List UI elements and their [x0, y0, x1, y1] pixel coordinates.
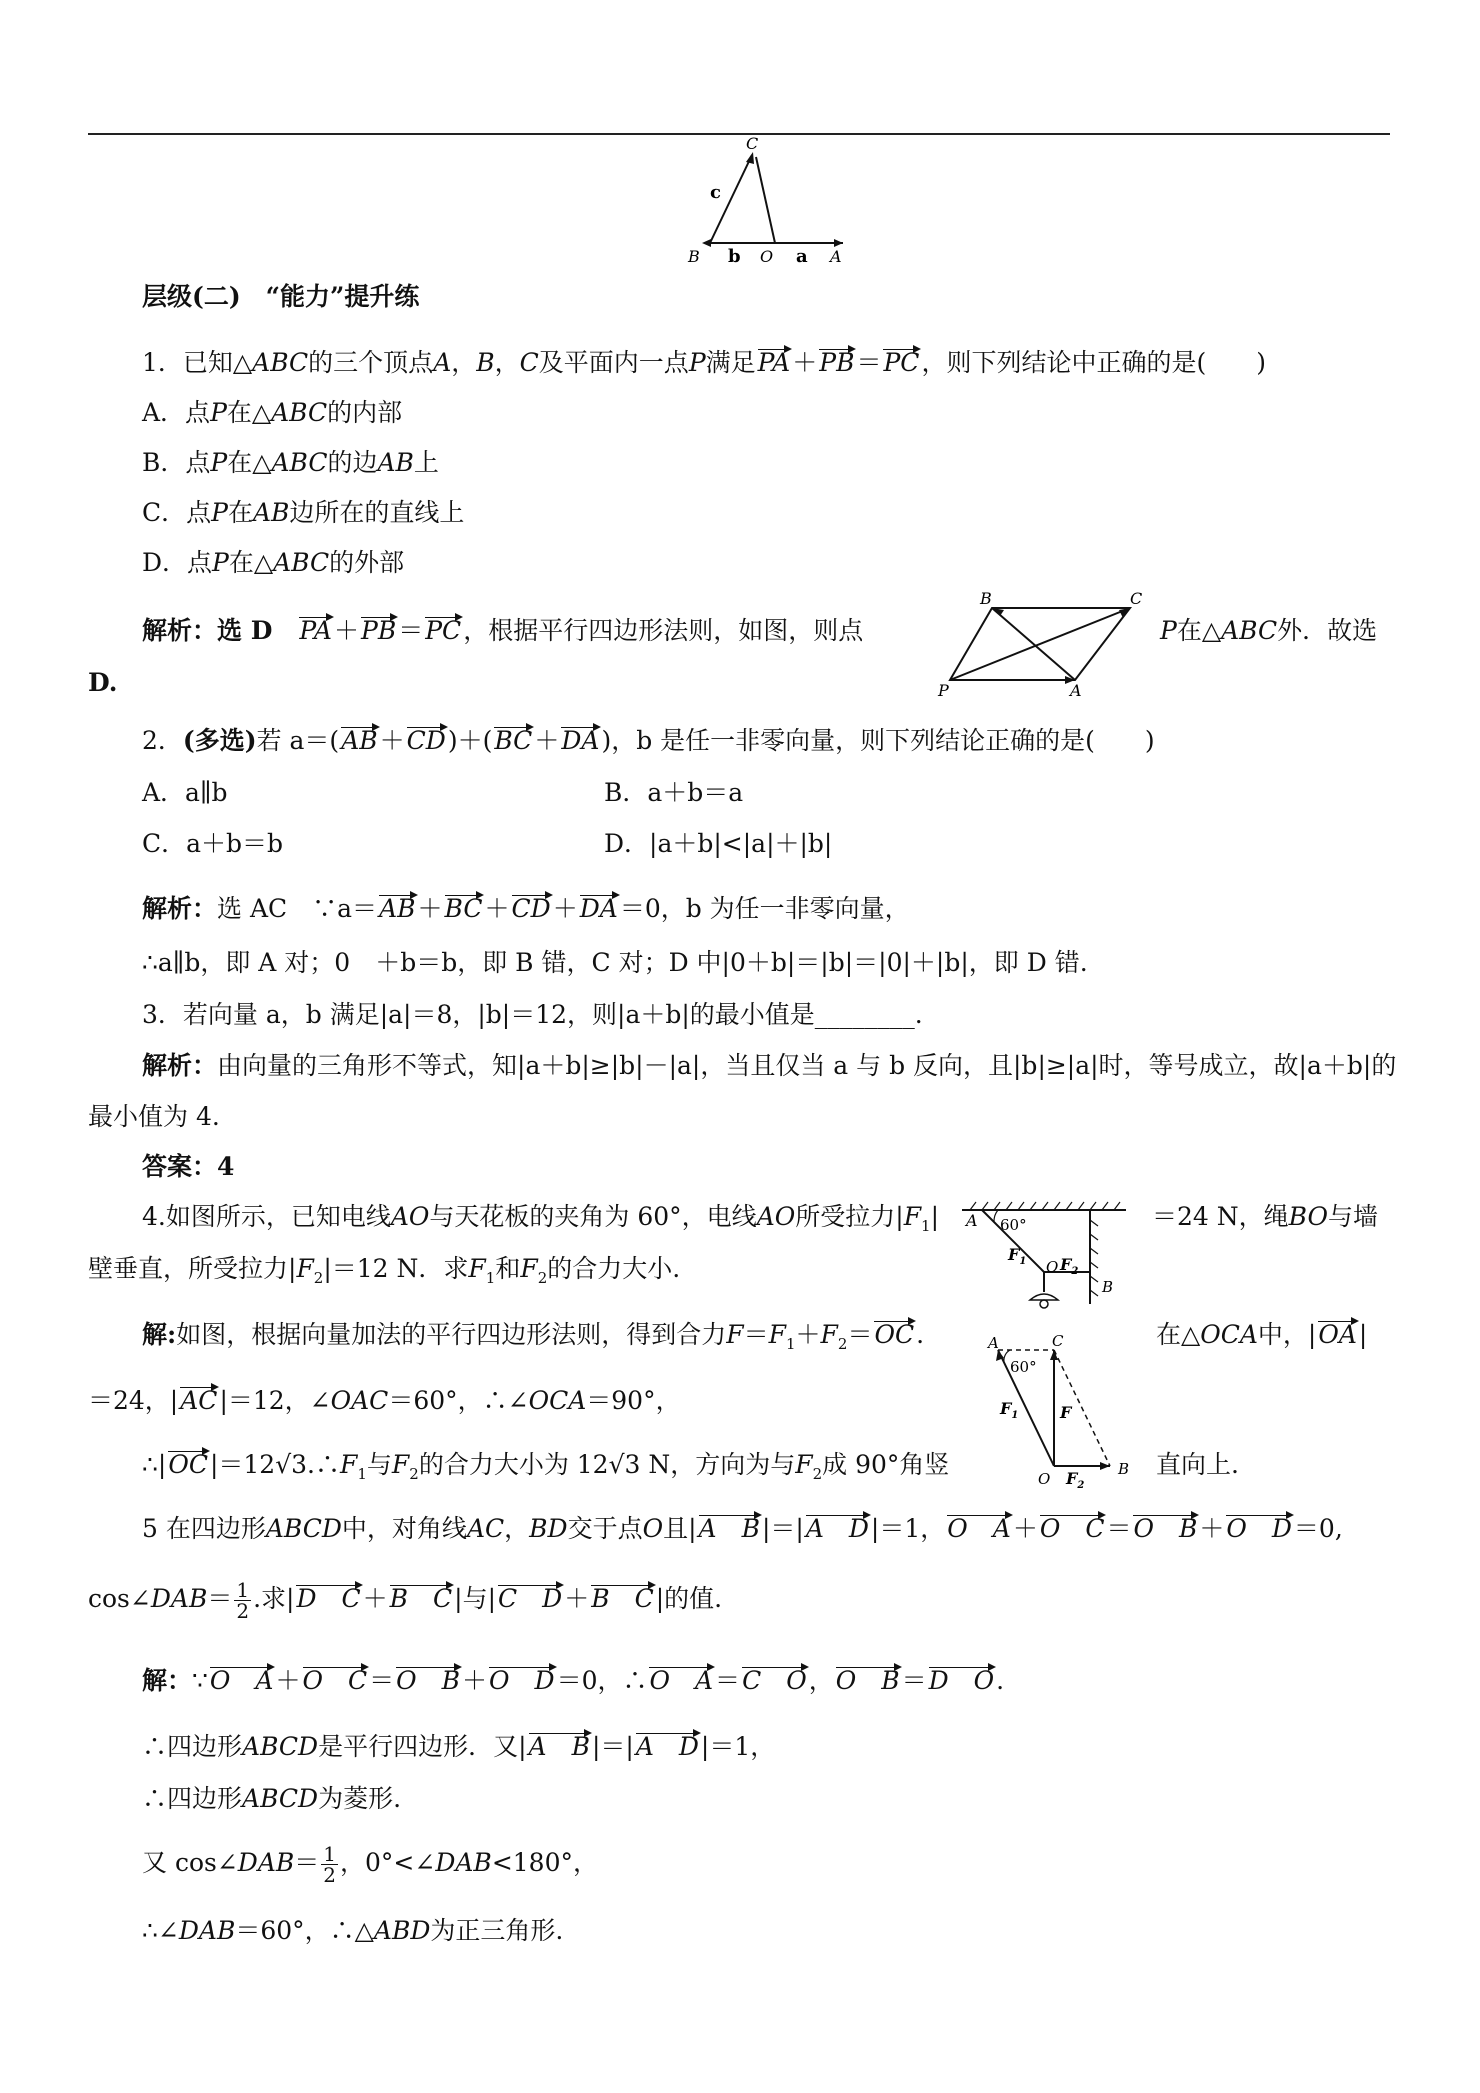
q2-option-d: D．|a＋b|<|a|＋|b|: [604, 829, 833, 858]
q2-stem: 2．(多选)若 a＝(AB＋CD)＋(BC＋DA)，b 是任一非零向量，则下列结论正确的是( ): [142, 724, 1155, 758]
label-B: B: [688, 247, 700, 265]
q4-solution-line3: $\therefore|OC|=12√3.\therefore F_1$与$F_2$的合力大小为 12√3 N，方向为与$F_2$成 90°角竖: [142, 1450, 950, 1483]
q4-stem-line2: 壁垂直，所受拉力$|F_2|=12$ N．求$F_1$和$F_2$的合力大小.: [88, 1254, 681, 1287]
label-C: C: [746, 135, 759, 153]
vector-triangle-figure: [680, 135, 860, 265]
label-O: O: [1046, 1258, 1059, 1276]
q1-analysis-end: D.: [88, 668, 118, 697]
label-A: A: [830, 247, 842, 265]
q2-option-c: C．a＋b＝b: [142, 829, 284, 858]
q3-stem: 3．若向量 a，b 满足|a|＝8，|b|＝12，则|a＋b|的最小值是________.: [142, 1000, 923, 1029]
label-C: C: [1130, 590, 1143, 608]
label-F1: $F_1$: [1000, 1399, 1019, 1421]
label-B: B: [1102, 1278, 1114, 1296]
label-60: 60°: [1000, 1216, 1027, 1234]
q1-option-c: C．点P在AB边所在的直线上: [142, 498, 465, 527]
q4-solution-line1-tail: 在△OCA中，|OA|: [1156, 1318, 1367, 1352]
level-title: 层级(二) “能力”提升练: [142, 282, 420, 311]
q5-stem-line2: cos∠DAB＝ $\frac{1}{2}$ .求|D C＋B C|与|C D＋B C|的值.: [88, 1578, 723, 1623]
label-A: A: [988, 1334, 999, 1352]
q4-stem-line1: 4.如图所示，已知电线AO与天花板的夹角为 60°，电线AO所受拉力$|F_1|$: [142, 1202, 940, 1235]
q3-answer: 答案：4: [142, 1152, 235, 1181]
q5-solution-line3: ∴四边形ABCD为菱形.: [142, 1784, 402, 1813]
label-F2: $F_2$: [1066, 1469, 1085, 1491]
label-O: O: [760, 247, 774, 265]
label-b: b: [728, 246, 741, 265]
q2-option-b: B．a＋b＝a: [604, 778, 744, 807]
q1-option-d: D．点P在△ABC的外部: [142, 548, 405, 577]
force-parallelogram-figure: [980, 1334, 1140, 1494]
label-O: O: [1038, 1470, 1051, 1488]
q3-analysis-line2: 最小值为 4.: [88, 1102, 220, 1131]
q4-solution-line3-tail: 直向上.: [1156, 1450, 1239, 1479]
label-a: a: [796, 246, 808, 265]
label-60: 60°: [1010, 1358, 1037, 1376]
q5-solution-line4: 又 cos∠DAB＝ $\frac{1}{2}$ ，0°<∠DAB<180°，: [142, 1842, 598, 1887]
q1-analysis: 解析：选 D PA＋PB＝PC，根据平行四边形法则，如图，则点: [142, 614, 863, 648]
q5-solution-line2: ∴四边形ABCD是平行四边形．又|A B|＝|A D|＝1，: [142, 1730, 775, 1764]
q1-stem: 1．已知△ABC的三个顶点A，B，C及平面内一点P满足PA＋PB＝PC，则下列结论中正确的是( ): [142, 346, 1266, 380]
q1-analysis-tail: P在△ABC外．故选: [1160, 616, 1378, 645]
q5-solution-line1: 解：∵O A＋O C＝O B＋O D＝0，∴O A＝C O，O B＝D O.: [142, 1664, 1004, 1698]
q5-solution-line5: ∴∠DAB＝60°，∴△ABD为正三角形.: [142, 1916, 564, 1945]
label-C: C: [1052, 1334, 1064, 1350]
q5-stem-line1: 5 在四边形ABCD中，对角线AC，BD交于点O且|A B|＝|A D|＝1，O A＋O C＝O B＋O D＝0,: [142, 1512, 1343, 1546]
label-c: c: [710, 182, 721, 203]
q2-option-a: A．a∥b: [142, 778, 228, 807]
q4-solution-line1: 解:如图，根据向量加法的平行四边形法则，得到合力$F=F_1+F_2=OC$.: [142, 1320, 925, 1353]
q4-stem-line1-tail: ＝24 N，绳BO与墙: [1152, 1202, 1378, 1231]
label-F1: $F_1$: [1008, 1245, 1027, 1267]
q1-option-b: B．点P在△ABC的边AB上: [142, 448, 439, 477]
label-P: P: [938, 681, 949, 700]
label-A: A: [966, 1211, 978, 1230]
label-F: F: [1060, 1403, 1072, 1422]
q3-analysis: 解析：由向量的三角形不等式，知|a＋b|≥|b|－|a|，当且仅当 a 与 b 反向，且|b|≥|a|时，等号成立，故|a＋b|的: [142, 1051, 1397, 1080]
q2-analysis: 解析：选 AC ∵a＝AB＋BC＋CD＋DA＝0，b 为任一非零向量，: [142, 892, 910, 926]
label-A: A: [1070, 681, 1082, 700]
ceiling-wire-figure: [960, 1196, 1130, 1316]
q4-solution-line2: ＝24，|AC|＝12，∠OAC＝60°，∴∠OCA＝90°，: [88, 1384, 681, 1418]
parallelogram-figure: [930, 590, 1150, 700]
label-B: B: [980, 590, 992, 608]
label-B: B: [1118, 1460, 1130, 1478]
label-F2: $F_2$: [1060, 1255, 1079, 1277]
q2-analysis-line2: ∴a∥b，即 A 对；0 ＋b＝b，即 B 错，C 对；D 中|0＋b|＝|b|＝|0|＋|b|，即 D 错.: [142, 948, 1088, 977]
q1-option-a: A．点P在△ABC的内部: [142, 398, 403, 427]
